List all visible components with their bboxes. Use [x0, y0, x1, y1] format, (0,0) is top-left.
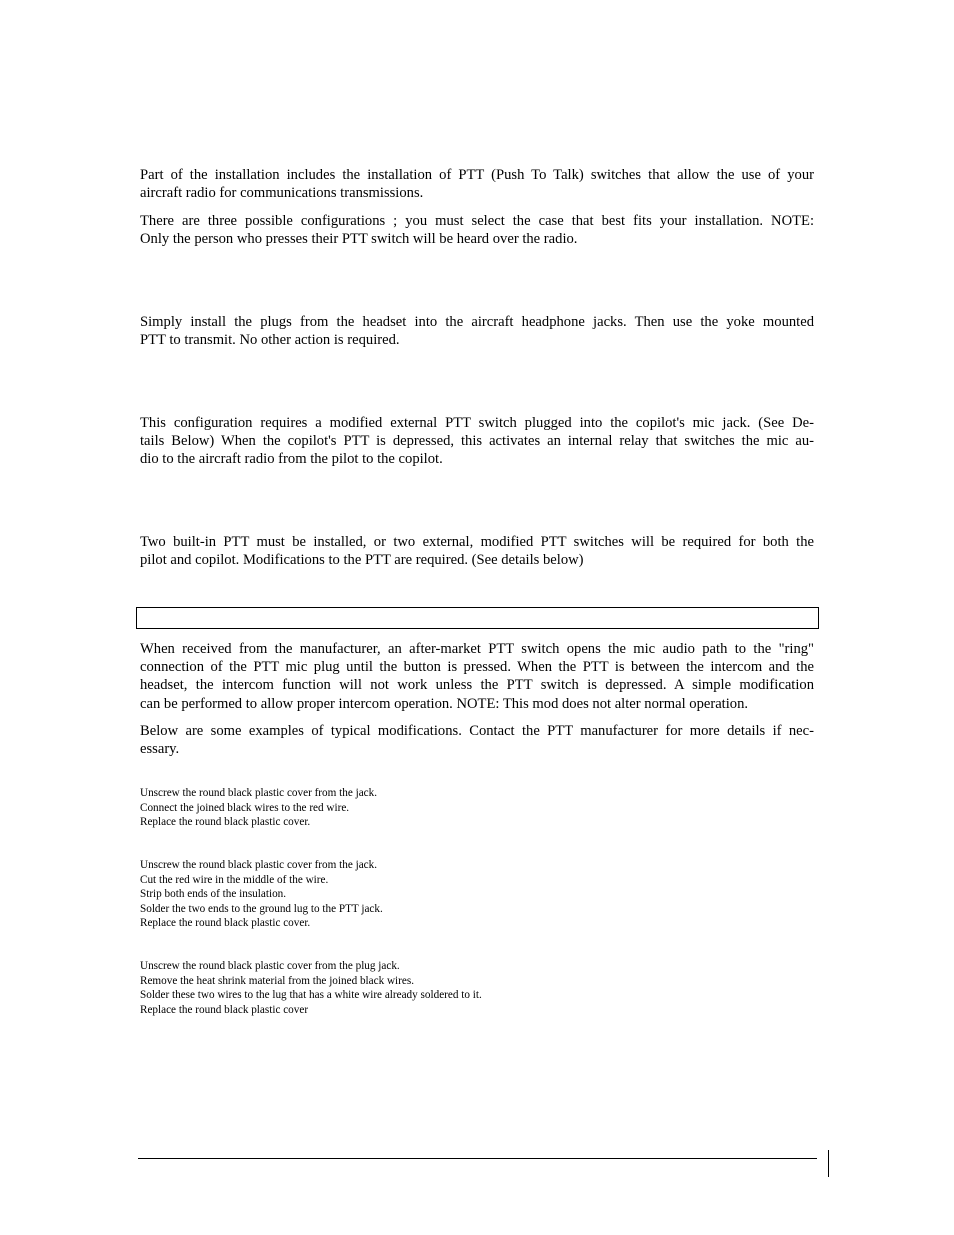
text-line: connection of the PTT mic plug until the button is pressed. When the PTT is between the intercom and the — [140, 659, 814, 676]
step-line: Remove the heat shrink material from the joined black wires. — [140, 974, 415, 987]
mods-paragraph-2 — [140, 722, 814, 758]
text-line: Simply install the plugs from the headset into the aircraft headphone jacks. Then use the yoke mounted — [140, 314, 814, 330]
step-line: Unscrew the round black plastic cover from the plug jack. — [140, 960, 400, 972]
text-line: This configuration requires a modified external PTT switch plugged into the copilot's mic jack. (See De- — [140, 415, 814, 431]
step-line: Strip both ends of the insulation. — [140, 888, 287, 901]
text-line: Only the person who presses their PTT switch will be heard over the radio. — [140, 231, 578, 248]
step-line: Replace the round black plastic cover. — [140, 816, 311, 829]
step-line: Solder these two wires to the lug that has a white wire already soldered to it. — [140, 989, 482, 1002]
step-line: Connect the joined black wires to the red wire. — [140, 801, 350, 814]
text-line: There are three possible configurations ; you must select the case that best fits your installation. NOTE: — [140, 213, 814, 229]
text-line: dio to the aircraft radio from the pilot to the copilot. — [140, 451, 443, 468]
footer-rule — [138, 1158, 817, 1159]
text-line: tails Below) When the copilot's PTT is depressed, this activates an internal relay that switches the mic au- — [140, 433, 814, 450]
case1-paragraph — [140, 313, 814, 349]
text-line: headset, the intercom function will not work unless the PTT switch is depressed. A simple modification — [140, 677, 814, 694]
step-line: Unscrew the round black plastic cover from the jack. — [140, 787, 378, 799]
mods-paragraph-1 — [140, 640, 814, 713]
text-line: essary. — [140, 741, 180, 758]
footer-vertical-bar — [828, 1150, 829, 1177]
step-line: Cut the red wire in the middle of the wire. — [140, 873, 329, 886]
step-line: Replace the round black plastic cover — [140, 1003, 309, 1016]
step-line: Solder the two ends to the ground lug to the PTT jack. — [140, 902, 383, 915]
example1-steps — [140, 786, 814, 830]
intro-paragraph-1 — [140, 166, 814, 202]
example2-steps — [140, 858, 814, 931]
text-line: pilot and copilot. Modifications to the PTT are required. (See details below) — [140, 552, 584, 569]
section-heading-box — [136, 607, 819, 629]
text-line: Below are some examples of typical modifications. Contact the PTT manufacturer for more details if nec- — [140, 723, 814, 739]
text-line: PTT to transmit. No other action is required. — [140, 332, 400, 349]
step-line: Unscrew the round black plastic cover from the jack. — [140, 859, 378, 871]
text-line: Part of the installation includes the installation of PTT (Push To Talk) switches that allow the use of your — [140, 167, 814, 183]
intro-paragraph-2 — [140, 212, 814, 248]
case2-paragraph — [140, 414, 814, 469]
text-line: Two built-in PTT must be installed, or two external, modified PTT switches will be required for both the — [140, 534, 814, 550]
case3-paragraph — [140, 533, 814, 569]
text-line: aircraft radio for communications transmissions. — [140, 185, 424, 202]
text-line: When received from the manufacturer, an after-market PTT switch opens the mic audio path to the "ring" — [140, 641, 814, 657]
step-line: Replace the round black plastic cover. — [140, 917, 311, 930]
text-line: can be performed to allow proper intercom operation. NOTE: This mod does not alter normal operation. — [140, 695, 749, 712]
example3-steps — [140, 959, 814, 1017]
